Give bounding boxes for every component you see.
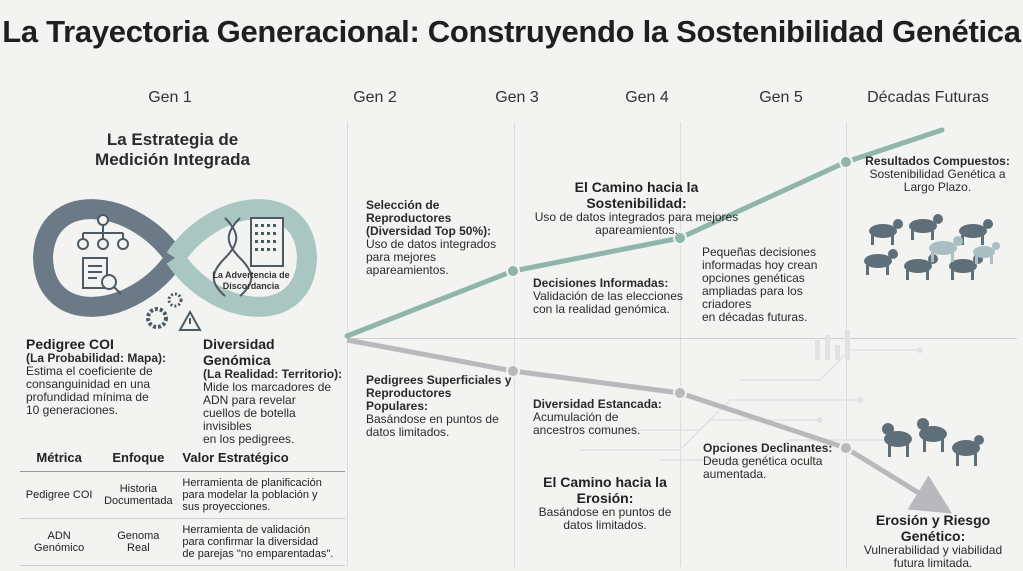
table-row [20, 519, 345, 566]
table-cell-line: sus proyecciones. [182, 501, 271, 513]
strategy-heading [60, 130, 285, 170]
table-cell-metric [20, 519, 98, 566]
sustainability-path-block [524, 179, 749, 237]
metrics-table [20, 444, 345, 566]
popular-desc-line: datos limitados. [366, 425, 450, 439]
small-decisions-line: Pequeñas decisiones [702, 245, 817, 259]
gen-label-4: Gen 4 [625, 89, 669, 106]
results-desc-line: Largo Plazo. [903, 180, 972, 194]
results-desc-line: Sostenibilidad Genética a [869, 167, 1006, 181]
table-cell-value [178, 519, 345, 566]
erosion-risk-title: Erosión y Riesgo Genético: [875, 512, 991, 544]
loop-left [43, 209, 175, 307]
selection-desc-line: Uso de datos integrados [366, 237, 497, 251]
stagnant-title: Diversidad Estancada: [533, 397, 662, 411]
pedigree-title: Pedigree COI [26, 336, 114, 352]
selection-desc-line: para mejores [366, 250, 437, 264]
sustainability-path-desc-line: Uso de datos integrados para mejores [534, 210, 739, 224]
genomic-chip-icon [251, 218, 283, 266]
table-cell-line: Real [127, 542, 150, 554]
genomic-desc-line: Mide los marcadores de [203, 380, 332, 394]
declining-desc-line: aumentada. [703, 467, 767, 481]
selection-desc-line: apareamientos. [366, 263, 449, 277]
selection-title-line: (Diversidad Top 50%): [366, 224, 492, 238]
popular-title-line: Reproductores Populares: [366, 386, 452, 413]
table-cell-line: Genoma [117, 530, 160, 542]
popular-sires-block [366, 374, 516, 439]
table-cell-line: Genómico [34, 542, 85, 554]
strategy-heading-line2: Medición Integrada [95, 150, 250, 169]
erosion-path-desc-line: datos limitados. [563, 518, 647, 532]
table-row [20, 472, 345, 519]
erosion-risk-block [848, 512, 1018, 570]
declining-options-block [703, 442, 848, 481]
pedigree-desc-line: consanguinidad en una [26, 377, 151, 391]
table-cell-line: para modelar la población y [182, 489, 318, 501]
warning-label-line2: Discordancia [222, 281, 280, 291]
table-header-focus: Enfoque [98, 444, 178, 472]
sustainability-path-desc-line: apareamientos. [595, 223, 678, 237]
genomic-desc-line: cuellos de botella [203, 406, 296, 420]
genomic-desc-line: ADN para revelar [203, 393, 296, 407]
genomic-desc-line: invisibles [203, 419, 252, 433]
genomic-desc-line: en los pedigrees. [203, 432, 295, 446]
table-cell-line: Herramienta de validación [182, 524, 311, 536]
informed-desc-line: Validación de las elecciones [533, 289, 683, 303]
table-cell-line: de parejas "no emparentadas". [182, 548, 334, 560]
gen-label-future: Décadas Futuras [867, 89, 989, 106]
table-header-value: Valor Estratégico [178, 444, 345, 472]
table-cell-line: ADN [47, 530, 71, 542]
sustain-node-gen5 [840, 156, 852, 168]
table-cell-focus [98, 519, 178, 566]
small-decisions-line: ampliadas para los criadores [702, 284, 803, 311]
stagnant-desc-line: ancestros comunes. [533, 423, 641, 437]
small-decisions-block [702, 246, 852, 324]
page-title: La Trayectoria Generacional: Construyendo la Sostenibilidad Genética [2, 14, 1021, 49]
results-title: Resultados Compuestos: [865, 154, 1010, 168]
popular-desc-line: Basándose en puntos de [366, 412, 499, 426]
erosion-risk-desc-line: futura limitada. [893, 556, 973, 570]
declining-desc-line: Deuda genética oculta [703, 454, 823, 468]
gen-label-5: Gen 5 [759, 89, 803, 106]
gen-label-3: Gen 3 [495, 89, 539, 106]
erosion-path-desc-line: Basándose en puntos de [538, 505, 672, 519]
pedigree-subtitle: (La Probabilidad: Mapa): [26, 351, 167, 365]
small-decisions-line: informadas hoy crean [702, 258, 818, 272]
genomic-subtitle: (La Realidad: Territorio): [203, 367, 343, 381]
table-cell-line: Historia [119, 483, 157, 495]
erosion-path-title: El Camino hacia la Erosión: [543, 474, 667, 506]
stagnant-desc-line: Acumulación de [533, 410, 619, 424]
genomic-diversity-block [203, 336, 345, 446]
warning-label-line1: La Advertencia de [212, 270, 290, 280]
gears-warning-icon [148, 294, 200, 330]
table-cell-line: Documentada [104, 495, 173, 507]
table-cell-line: para confirmar la diversidad [182, 536, 319, 548]
popular-title-line: Pedigrees Superficiales y [366, 373, 512, 387]
small-decisions-line: en décadas futuras. [702, 310, 808, 324]
pedigree-desc-line: profundidad mínima de [26, 390, 149, 404]
selection-title-line: Selección de [366, 198, 440, 212]
informed-title: Decisiones Informadas: [533, 276, 669, 290]
table-cell-value [178, 472, 345, 519]
gen-label-2: Gen 2 [353, 89, 397, 106]
table-cell-focus [98, 472, 178, 519]
document-search-icon [83, 258, 121, 294]
table-cell-line: Herramienta de planificación [182, 477, 322, 489]
stagnant-diversity-block [533, 398, 683, 437]
strategy-heading-line1: La Estrategia de [106, 130, 239, 149]
infinity-loop-graphic [25, 178, 325, 338]
informed-desc-line: con la realidad genómica. [533, 302, 670, 316]
table-header-row [20, 444, 345, 472]
dog-pack-icon [860, 212, 1010, 302]
pedigree-desc-line: 10 generaciones. [26, 403, 119, 417]
sustainability-path-title: El Camino hacia la Sostenibilidad: [574, 179, 699, 211]
sparse-dogs-icon [880, 418, 990, 478]
pedigree-coi-block [26, 336, 196, 417]
erosion-risk-desc-line: Vulnerabilidad y viabilidad [863, 543, 1003, 557]
erosion-path-block [520, 474, 690, 532]
small-decisions-line: opciones genéticas [702, 271, 805, 285]
declining-title: Opciones Declinantes: [703, 441, 833, 455]
informed-decisions-block [533, 277, 683, 316]
results-block [860, 155, 1015, 194]
genomic-title: Diversidad Genómica [203, 336, 275, 368]
table-cell-metric: Pedigree COI [20, 472, 98, 519]
pedigree-desc-line: Estima el coeficiente de [26, 364, 153, 378]
warning-label [206, 270, 296, 292]
gen-label-1: Gen 1 [148, 89, 192, 106]
table-header-metric: Métrica [20, 444, 98, 472]
selection-block [366, 199, 516, 277]
selection-title-line: Reproductores [366, 211, 452, 225]
